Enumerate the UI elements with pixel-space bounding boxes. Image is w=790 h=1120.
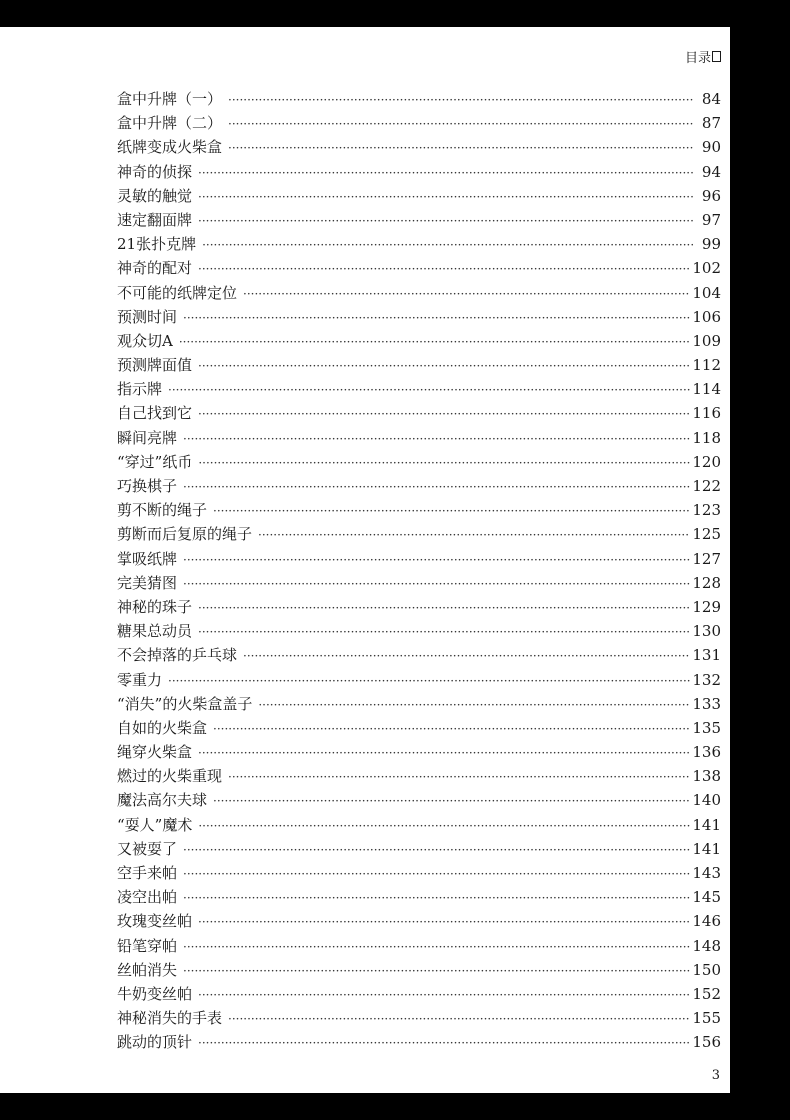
toc-entry-title: 预测时间 bbox=[117, 307, 178, 326]
toc-entry-title: 指示牌 bbox=[117, 380, 163, 399]
toc-dot-leader bbox=[228, 136, 693, 160]
toc-dot-leader bbox=[183, 306, 690, 330]
toc-entry[interactable] bbox=[117, 668, 721, 692]
toc-dot-leader bbox=[183, 862, 690, 886]
toc-entry-page: 130 bbox=[692, 622, 721, 641]
toc-dot-leader bbox=[179, 330, 691, 354]
toc-entry[interactable] bbox=[117, 595, 721, 619]
toc-dot-leader bbox=[198, 620, 690, 644]
toc-entry[interactable] bbox=[117, 208, 721, 232]
toc-entry-page: 138 bbox=[692, 767, 721, 786]
toc-dot-leader bbox=[198, 983, 690, 1007]
toc-entry-page: 112 bbox=[692, 356, 721, 375]
toc-entry-page: 123 bbox=[692, 501, 721, 520]
toc-entry-page: 104 bbox=[692, 283, 721, 302]
toc-entry[interactable] bbox=[117, 958, 721, 982]
toc-entry-page: 129 bbox=[692, 597, 721, 616]
toc-dot-leader bbox=[168, 378, 690, 402]
toc-dot-leader bbox=[198, 741, 690, 765]
toc-entry-page: 150 bbox=[692, 960, 721, 979]
toc-entry-page: 156 bbox=[692, 1033, 721, 1052]
toc-entry-page: 132 bbox=[692, 670, 721, 689]
toc-dot-leader bbox=[198, 814, 690, 838]
toc-entry-page: 102 bbox=[692, 259, 721, 278]
toc-dot-leader bbox=[198, 209, 693, 233]
toc-dot-leader bbox=[198, 185, 693, 209]
toc-entry[interactable] bbox=[117, 692, 721, 716]
toc-entry-title: 凌空出帕 bbox=[117, 888, 178, 907]
toc-entry-page: 141 bbox=[692, 839, 721, 858]
toc-entry-title: 空手来帕 bbox=[117, 864, 178, 882]
toc-dot-leader bbox=[198, 257, 690, 281]
toc-entry-page: 133 bbox=[692, 694, 721, 713]
toc-entry-page: 109 bbox=[692, 331, 721, 350]
toc-dot-leader bbox=[183, 886, 690, 910]
toc-dot-leader bbox=[183, 572, 690, 596]
toc-dot-leader bbox=[183, 548, 690, 572]
toc-entry-page: 127 bbox=[692, 549, 721, 568]
toc-entry-title: 丝帕消失 bbox=[117, 960, 178, 979]
toc-entry-page: 155 bbox=[692, 1009, 721, 1028]
toc-entry-page: 136 bbox=[692, 743, 721, 762]
page-number: 3 bbox=[711, 1068, 720, 1083]
toc-entry[interactable] bbox=[117, 135, 721, 159]
toc-entry-title: 不会掉落的乒乓球 bbox=[117, 646, 238, 665]
toc-entry[interactable] bbox=[117, 474, 721, 498]
toc-entry-title: 绳穿火柴盒 bbox=[117, 743, 193, 762]
toc-entry-title: 自如的火柴盒 bbox=[117, 718, 208, 737]
toc-entry[interactable] bbox=[117, 934, 721, 958]
toc-entry-title: 速定翻面牌 bbox=[117, 210, 193, 229]
toc-dot-leader bbox=[198, 354, 690, 378]
toc-entry[interactable] bbox=[117, 401, 721, 425]
toc-entry-title: “耍人”魔术 bbox=[117, 815, 193, 834]
toc-entry-title: “穿过”纸币 bbox=[117, 452, 193, 471]
toc-entry[interactable] bbox=[117, 1006, 721, 1030]
toc-entry-title: 神秘消失的手表 bbox=[117, 1009, 223, 1028]
toc-entry-title: 剪不断的绳子 bbox=[117, 501, 208, 520]
toc-entry[interactable] bbox=[117, 813, 721, 837]
toc-entry[interactable] bbox=[117, 861, 721, 885]
document-page bbox=[0, 27, 730, 1093]
toc-entry[interactable] bbox=[117, 111, 721, 135]
toc-dot-leader bbox=[228, 765, 690, 789]
header-box-glyph bbox=[712, 51, 721, 62]
toc-entry-title: 灵敏的触觉 bbox=[117, 186, 193, 205]
toc-entry[interactable] bbox=[117, 184, 721, 208]
toc-dot-leader bbox=[168, 669, 690, 693]
toc-entry[interactable] bbox=[117, 547, 721, 571]
toc-dot-leader bbox=[258, 523, 690, 547]
toc-entry-title: 燃过的火柴重现 bbox=[117, 767, 223, 786]
toc-entry[interactable] bbox=[117, 281, 721, 305]
toc-dot-leader bbox=[183, 838, 690, 862]
toc-dot-leader bbox=[183, 427, 690, 451]
toc-dot-leader bbox=[202, 233, 693, 257]
toc-dot-leader bbox=[198, 1031, 690, 1055]
toc-dot-leader bbox=[258, 693, 690, 717]
toc-entry[interactable] bbox=[117, 1030, 721, 1054]
toc-entry-title: 神奇的配对 bbox=[117, 259, 193, 278]
toc-entry-page: 84 bbox=[701, 90, 721, 108]
toc-entry-title: 巧换棋子 bbox=[117, 477, 178, 495]
toc-entry-title: 自己找到它 bbox=[117, 404, 193, 423]
running-header bbox=[685, 47, 721, 66]
toc-entry[interactable] bbox=[117, 329, 721, 353]
toc-dot-leader bbox=[183, 959, 690, 983]
toc-dot-leader bbox=[183, 475, 690, 499]
toc-entry-title: 观众切A bbox=[117, 331, 173, 350]
toc-entry[interactable] bbox=[117, 426, 721, 450]
toc-entry-page: 122 bbox=[692, 477, 721, 495]
toc-entry-page: 99 bbox=[701, 235, 721, 254]
toc-entry-title: 又被耍了 bbox=[117, 839, 178, 858]
toc-entry[interactable] bbox=[117, 87, 721, 111]
toc-entry-page: 114 bbox=[692, 380, 721, 399]
toc-entry[interactable] bbox=[117, 353, 721, 377]
toc-dot-leader bbox=[183, 935, 690, 959]
toc-entry-title: 跳动的顶针 bbox=[117, 1033, 193, 1052]
toc-entry-page: 96 bbox=[701, 186, 721, 205]
toc-entry-title: 铅笔穿帕 bbox=[117, 936, 178, 955]
toc-entry-page: 106 bbox=[692, 307, 721, 326]
toc-dot-leader bbox=[198, 161, 693, 185]
toc-entry-page: 140 bbox=[692, 791, 721, 810]
toc-entry[interactable] bbox=[117, 716, 721, 740]
toc-dot-leader bbox=[213, 499, 690, 523]
toc-dot-leader bbox=[198, 596, 690, 620]
toc-entry[interactable] bbox=[117, 522, 721, 546]
toc-entry-title: 盒中升牌（一） bbox=[117, 90, 223, 108]
toc-entry-title: 瞬间亮牌 bbox=[117, 428, 178, 447]
toc-entry-page: 152 bbox=[692, 984, 721, 1003]
toc-entry-title: 不可能的纸牌定位 bbox=[117, 283, 238, 302]
toc-entry-page: 145 bbox=[692, 888, 721, 907]
toc-dot-leader bbox=[213, 717, 690, 741]
toc-entry[interactable] bbox=[117, 377, 721, 401]
toc-entry-page: 94 bbox=[701, 162, 721, 181]
toc-entry[interactable] bbox=[117, 619, 721, 643]
toc-entry[interactable] bbox=[117, 740, 721, 764]
toc-entry-page: 116 bbox=[692, 404, 721, 423]
toc-dot-leader bbox=[198, 451, 690, 475]
toc-entry-title: 魔法高尔夫球 bbox=[117, 791, 208, 810]
toc-entry-title: 神奇的侦探 bbox=[117, 162, 193, 181]
toc-dot-leader bbox=[198, 402, 690, 426]
toc-entry-page: 141 bbox=[692, 815, 721, 834]
toc-entry[interactable] bbox=[117, 160, 721, 184]
toc-entry[interactable] bbox=[117, 450, 721, 474]
table-of-contents bbox=[117, 87, 721, 1055]
toc-entry[interactable] bbox=[117, 764, 721, 788]
toc-entry-page: 128 bbox=[692, 573, 721, 592]
toc-entry[interactable] bbox=[117, 232, 721, 256]
toc-entry[interactable] bbox=[117, 982, 721, 1006]
toc-entry[interactable] bbox=[117, 909, 721, 933]
toc-entry[interactable] bbox=[117, 837, 721, 861]
toc-entry-page: 97 bbox=[701, 210, 721, 229]
toc-entry[interactable] bbox=[117, 788, 721, 812]
toc-dot-leader bbox=[243, 644, 690, 668]
toc-dot-leader bbox=[228, 112, 693, 136]
toc-entry-title: 21张扑克牌 bbox=[117, 235, 197, 254]
toc-entry-page: 143 bbox=[692, 864, 721, 882]
toc-entry-page: 146 bbox=[692, 912, 721, 931]
toc-entry-page: 120 bbox=[692, 452, 721, 471]
toc-entry-page: 131 bbox=[692, 646, 721, 665]
toc-entry-title: 糖果总动员 bbox=[117, 622, 193, 641]
toc-entry-page: 148 bbox=[692, 936, 721, 955]
toc-entry-title: 神秘的珠子 bbox=[117, 597, 193, 616]
toc-entry[interactable] bbox=[117, 305, 721, 329]
toc-entry-page: 125 bbox=[692, 525, 721, 544]
toc-entry-title: 牛奶变丝帕 bbox=[117, 984, 193, 1003]
header-title: 目录 bbox=[684, 51, 711, 66]
toc-entry-title: 掌吸纸牌 bbox=[117, 549, 178, 568]
toc-dot-leader bbox=[198, 910, 690, 934]
toc-entry[interactable] bbox=[117, 885, 721, 909]
toc-entry-title: 玫瑰变丝帕 bbox=[117, 912, 193, 931]
toc-entry[interactable] bbox=[117, 498, 721, 522]
toc-entry-title: “消失”的火柴盒盖子 bbox=[117, 694, 253, 713]
toc-dot-leader bbox=[228, 1007, 690, 1031]
toc-entry-title: 完美猜图 bbox=[117, 573, 178, 592]
toc-dot-leader bbox=[243, 282, 690, 306]
toc-entry-title: 预测牌面值 bbox=[117, 356, 193, 375]
toc-dot-leader bbox=[213, 789, 690, 813]
toc-entry-page: 135 bbox=[692, 718, 721, 737]
toc-entry-page: 90 bbox=[701, 138, 721, 157]
toc-entry-title: 剪断而后复原的绳子 bbox=[117, 525, 253, 544]
toc-entry[interactable] bbox=[117, 571, 721, 595]
toc-dot-leader bbox=[228, 88, 693, 112]
toc-entry[interactable] bbox=[117, 256, 721, 280]
toc-entry-page: 87 bbox=[701, 114, 721, 133]
toc-entry-title: 纸牌变成火柴盒 bbox=[117, 138, 223, 157]
toc-entry-page: 118 bbox=[692, 428, 721, 447]
toc-entry-title: 盒中升牌（二） bbox=[117, 114, 223, 133]
toc-entry[interactable] bbox=[117, 643, 721, 667]
toc-entry-title: 零重力 bbox=[117, 670, 163, 689]
